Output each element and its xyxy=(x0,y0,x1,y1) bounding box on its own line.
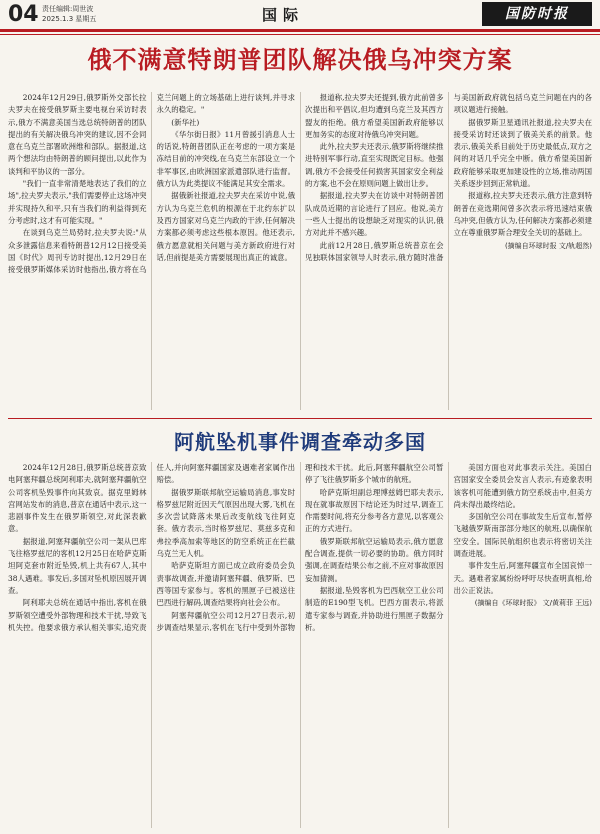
article-paragraph: 此前12月28日,俄罗斯总统普京在会见独联体国家领导人时表示,俄方随时准备与美国新政府就包括乌克兰问题在内的各项议题进行接触。 xyxy=(305,93,592,262)
article-paragraph: 阿塞拜疆航空公司12月27日表示,初步调查结果显示,客机在飞行中受到外部物理和技术干扰。此后,阿塞拜疆航空公司暂停了飞往俄罗斯多个城市的航班。 xyxy=(156,463,444,632)
article-paragraph: 据报道,拉夫罗夫在访谈中对特朗普团队成员近期的言论进行了回应。他说,美方一些人士提出的设想缺乏对现实的认识,俄方对此并不感兴趣。 xyxy=(305,191,444,238)
article-byline: (摘编自《环球时报》 文/黄莉菲 王远) xyxy=(474,599,592,608)
section-label: 国际 xyxy=(262,6,305,24)
article-paragraph: 多国航空公司在事故发生后宣布,暂停飞越俄罗斯南部部分地区的航班,以确保航空安全。国际民航组织也表示将密切关注调查进展。 xyxy=(453,512,592,559)
article-paragraph: 据俄罗斯联邦航空运输局消息,事发时格罗兹尼附近因天气原因出现大雾,飞机在多次尝试降落未果后改变航线飞往阿克套。俄方表示,当时格罗兹尼、莫兹多克和弗拉季高加索等地区的防空系统正在拦截乌克兰无人机。 xyxy=(156,487,295,559)
article-byline: (摘编自环球时报 文/轨超然) xyxy=(504,241,592,250)
article-paragraph: 据报道,阿塞拜疆航空公司一架从巴库飞往格罗兹尼的客机12月25日在哈萨克斯坦阿克套市附近坠毁,机上共有67人,其中38人遇难。事发后,多国对坠机原因展开调查。 xyxy=(8,536,147,595)
header-rule-thin xyxy=(0,34,600,35)
article-paragraph: 2024年12月28日,俄罗斯总统普京致电阿塞拜疆总统阿利耶夫,就阿塞拜疆航空公司客机坠毁事件向其致哀。据克里姆林宫网站发布的消息,普京在通话中表示,这一悲剧事件发生在俄罗斯领空,对此深表歉意。 xyxy=(8,463,147,534)
issue-date: 2025.1.3 xyxy=(42,15,74,23)
article-paragraph: 据俄新社报道,拉夫罗夫在采访中说,俄方认为乌克兰危机的根源在于北约东扩以及西方国家对乌克兰内政的干涉,任何解决方案都必须考虑这些根本原因。他还表示,俄方愿意就相关问题与美方新政府进行对话,但前提是美方需要展现出真正的诚意。 xyxy=(156,191,295,262)
newspaper-logo: 国防时报 xyxy=(482,2,592,26)
article-paragraph: 哈萨克斯坦方面已成立政府委员会负责事故调查,并邀请阿塞拜疆、俄罗斯、巴西等国专家参与。客机的黑匣子已被送往巴西进行解码,调查结果将向社会公布。 xyxy=(156,561,295,608)
editor-credit: 责任编辑:周世波 xyxy=(42,5,94,13)
issue-weekday: 星期五 xyxy=(75,15,97,23)
article-paragraph: 报道称,拉夫罗夫还提到,俄方此前曾多次提出和平倡议,但均遭到乌克兰及其西方盟友的拒绝。俄方希望美国新政府能够以更加务实的态度对待俄乌冲突问题。 xyxy=(305,93,444,139)
article-paragraph: 哈萨克斯坦副总理博兹姆巴耶夫表示,现在就事故原因下结论还为时过早,调查工作需要时间,将充分参考各方意见,以客观公正的方式进行。 xyxy=(305,487,444,534)
article-paragraph: 据报道,坠毁客机为巴西航空工业公司制造的E190型飞机。巴西方面表示,将派遣专家参与调查,并协助进行黑匣子数据分析。 xyxy=(305,585,444,632)
page-number: 04 xyxy=(8,2,39,27)
issue-date-line xyxy=(42,14,96,24)
article-paragraph: 此外,拉夫罗夫还表示,俄罗斯将继续推进特别军事行动,直至实现既定目标。他强调,俄方不会接受任何损害其国家安全利益的方案,也不会在原则问题上做出让步。 xyxy=(305,142,444,189)
article-2-body xyxy=(8,462,592,828)
article-paragraph: 事件发生后,阿塞拜疆宣布全国哀悼一天。遇难者家属纷纷呼吁尽快查明真相,给出公正说法。 xyxy=(453,561,592,595)
article-paragraph: 阿利耶夫总统在通话中指出,客机在俄罗斯领空遭受外部物理和技术干扰,导致飞机失控。他要求俄方承认相关事实,追究责任人,并向阿塞拜疆国家及遇难者家属作出赔偿。 xyxy=(8,463,295,632)
article-paragraph: 在谈到乌克兰局势时,拉夫罗夫说:"从众多泄露信息来看特朗普12月12日接受美国《时代》周刊专访时提出,12月29日在接受俄罗斯媒体采访时他指出,俄方将在乌克兰问题上的立场基础上进行谈判,并寻求永久的稳定。" xyxy=(8,93,295,275)
article-paragraph: 报道称,拉夫罗夫还表示,俄方注意到特朗普在竞选期间曾多次表示将迅速结束俄乌冲突,但俄方认为,任何解决方案都必须建立在尊重俄罗斯合理安全关切的基础上。 xyxy=(453,191,592,238)
article-paragraph: 据俄罗斯卫星通讯社报道,拉夫罗夫在接受采访时还谈到了俄美关系的前景。他表示,俄美关系目前处于历史最低点,双方之间的对话几乎完全中断。俄方希望美国新政府能够采取更加建设性的立场,推动两国关系逐步回到正常轨道。 xyxy=(453,117,592,189)
page-header xyxy=(0,0,600,30)
article-divider xyxy=(8,418,592,419)
header-rule xyxy=(0,29,600,32)
article-2-headline: 阿航坠机事件调查牵动多国 xyxy=(174,430,426,454)
issue-meta xyxy=(42,4,96,24)
article-paragraph: 美国方面也对此事表示关注。美国白宫国家安全委员会发言人表示,有迹象表明该客机可能遭到俄方防空系统击中,但美方尚未得出最终结论。 xyxy=(453,463,592,509)
article-paragraph: 俄罗斯联邦航空运输局表示,俄方愿意配合调查,提供一切必要的协助。俄方同时强调,在调查结果公布之前,不应对事故原因妄加猜测。 xyxy=(305,536,444,583)
article-1-headline: 俄不满意特朗普团队解决俄乌冲突方案 xyxy=(87,46,513,74)
article-paragraph: 《华尔街日报》11月曾援引消息人士的话说,特朗普团队正在考虑的一项方案是冻结目前的冲突线,在乌克兰东部设立一个非军事区,由欧洲国家派遣部队进行监督。俄方认为此类提议不能满足其安全需求。 xyxy=(156,129,295,189)
article-paragraph: (新华社) xyxy=(171,117,200,127)
article-1-body xyxy=(8,92,592,410)
article-paragraph: "我们一直非常清楚地表达了我们的立场",拉夫罗夫表示,"我们需要停止这场冲突并实现持久和平,只有当我们的利益得到充分考虑时,这才有可能实现。" xyxy=(8,179,147,225)
article-paragraph: 2024年12月29日,俄罗斯外交部长拉夫罗夫在接受俄罗斯主要电视台采访时表示,俄方不满意美国当选总统特朗普的团队提出的有关解决俄乌冲突的建议,因不会同意在乌克兰部署欧洲维和部队。据报道,这两个想法均由特朗普的顾问提出,以此作为谈判和平协议的一部分。 xyxy=(8,93,147,176)
